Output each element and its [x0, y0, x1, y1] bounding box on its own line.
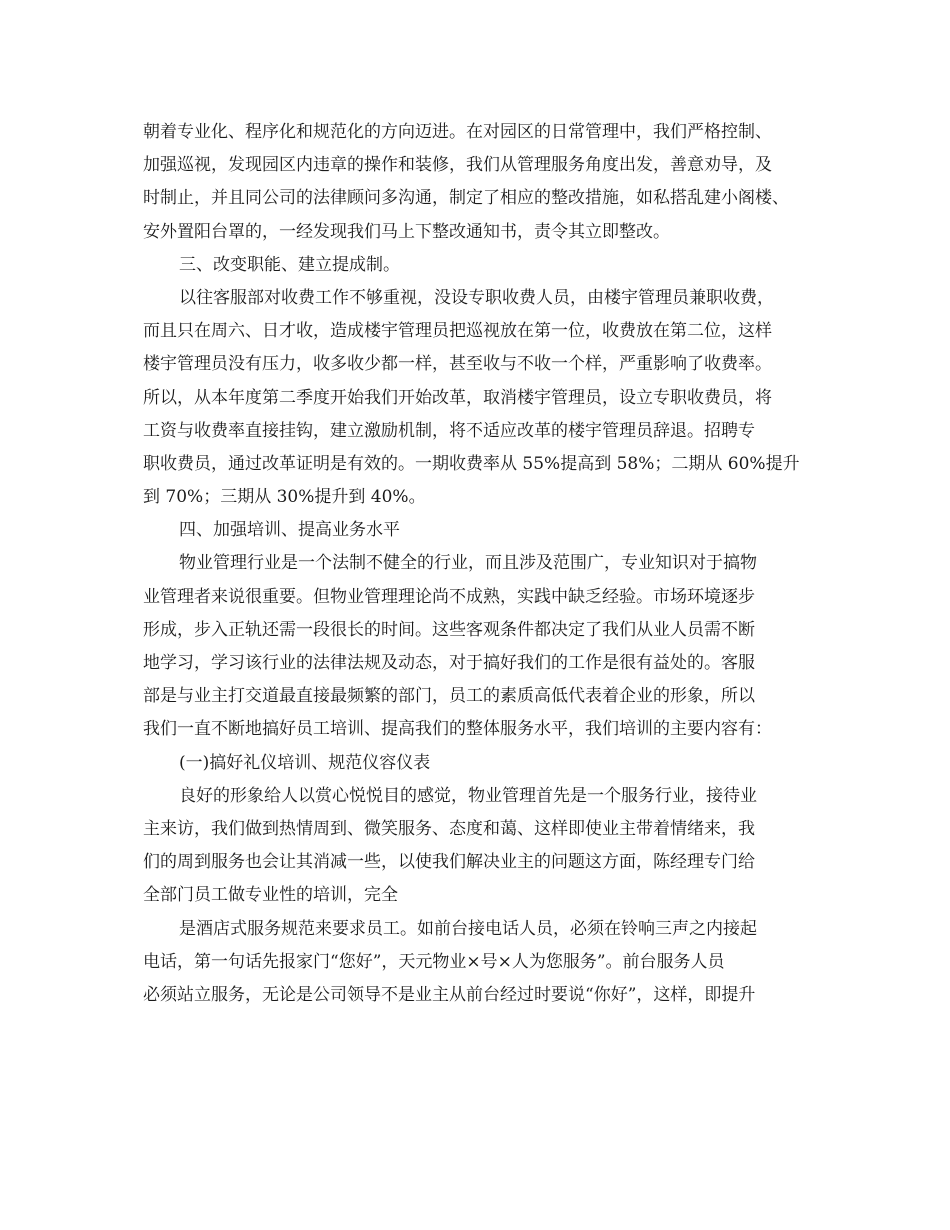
text-line: 以往客服部对收费工作不够重视，没设专职收费人员，由楼宇管理员兼职收费，	[179, 287, 774, 308]
text-line: 主来访，我们做到热情周到、微笑服务、态度和蔼、这样即使业主带着情绪来，我	[143, 818, 755, 839]
text-line: 而且只在周六、日才收，造成楼宇管理员把巡视放在第一位，收费放在第二位，这样	[143, 321, 772, 342]
text-line: 形成，步入正轨还需一段很长的时间。这些客观条件都决定了我们从业人员需不断	[143, 619, 755, 640]
text-line: 全部门员工做专业性的培训，完全	[143, 885, 398, 906]
body-text	[143, 116, 823, 1012]
text-line: 必须站立服务，无论是公司领导不是业主从前台经过时要说“你好”，这样，即提升	[143, 984, 756, 1005]
text-line: 时制止，并且同公司的法律顾问多沟通，制定了相应的整改措施，如私搭乱建小阁楼、	[143, 188, 789, 209]
text-line: (一)搞好礼仪培训、规范仪容仪表	[179, 752, 431, 773]
text-line: 是酒店式服务规范来要求员工。如前台接电话人员，必须在铃响三声之内接起	[179, 918, 757, 939]
text-line: 四、加强培训、提高业务水平	[179, 520, 400, 541]
text-line: 们的周到服务也会让其消减一些，以使我们解决业主的问题这方面，陈经理专门给	[143, 852, 755, 873]
text-line: 朝着专业化、程序化和规范化的方向迈进。在对园区的日常管理中，我们严格控制、	[143, 122, 772, 142]
text-line: 所以，从本年度第二季度开始我们开始改革，取消楼宇管理员，设立专职收费员，将	[143, 387, 772, 408]
text-line: 地学习，学习该行业的法律法规及动态，对于搞好我们的工作是很有益处的。客服	[143, 653, 755, 673]
text-line: 我们一直不断地搞好员工培训、提高我们的整体服务水平，我们培训的主要内容有：	[143, 719, 772, 740]
text-line: 楼宇管理员没有压力，收多收少都一样，甚至收与不收一个样，严重影响了收费率。	[143, 354, 772, 375]
text-line: 部是与业主打交道最直接最频繁的部门，员工的素质高低代表着企业的形象，所以	[143, 686, 755, 707]
text-line: 工资与收费率直接挂钩，建立激励机制，将不适应改革的楼宇管理员辞退。招聘专	[143, 420, 755, 441]
text-line: 职收费员，通过改革证明是有效的。一期收费率从 55%提高到 58%；二期从 60%提升	[143, 453, 800, 474]
text-line: 三、改变职能、建立提成制。	[179, 254, 400, 275]
text-line: 电话，第一句话先报家门“您好”，天元物业×号×人为您服务”。前台服务人员	[143, 951, 725, 972]
text-line: 加强巡视，发现园区内违章的操作和装修，我们从管理服务角度出发，善意劝导，及	[143, 155, 772, 176]
text-line: 到 70%；三期从 30%提升到 40%。	[143, 487, 426, 508]
text-line: 良好的形象给人以赏心悦悦目的感觉，物业管理首先是一个服务行业，接待业	[179, 785, 757, 806]
text-line: 业管理者来说很重要。但物业管理理论尚不成熟，实践中缺乏经验。市场环境逐步	[143, 586, 755, 607]
text-line: 物业管理行业是一个法制不健全的行业，而且涉及范围广，专业知识对于搞物	[179, 553, 757, 574]
text-line: 安外置阳台罩的，一经发现我们马上下整改通知书，责令其立即整改。	[143, 221, 670, 242]
